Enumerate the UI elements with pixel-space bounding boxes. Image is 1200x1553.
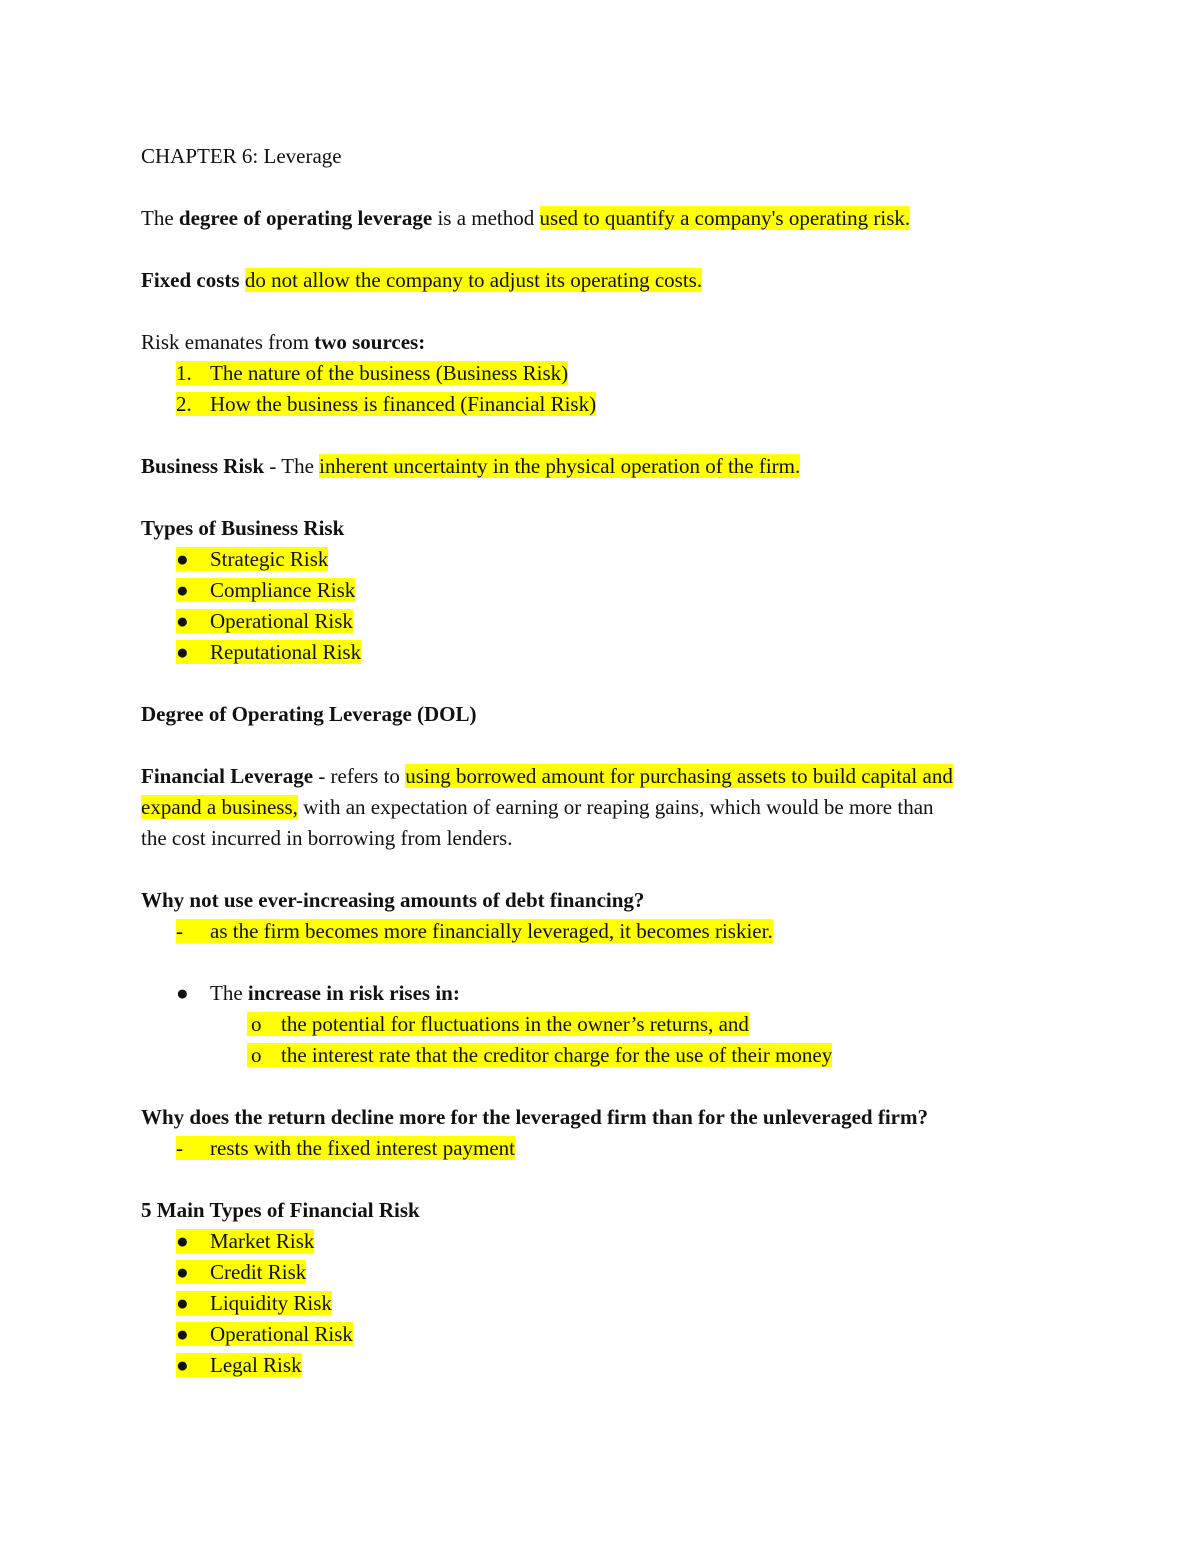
business-risk-paragraph: Business Risk - The inherent uncertainty in the physical operation of the firm. <box>141 454 801 478</box>
highlighted-text: inherent uncertainty in the physical operation of the firm. <box>319 454 801 478</box>
section-heading: Types of Business Risk <box>141 516 345 540</box>
sub-list-item: o the potential for fluctuations in the owner’s returns, and <box>247 1010 749 1038</box>
sub-list-item: o the interest rate that the creditor charge for the use of their money <box>247 1041 832 1069</box>
list-item: 2. How the business is financed (Financial Risk) <box>176 392 597 416</box>
list-item: ● Strategic Risk <box>176 547 329 571</box>
section-heading: Why does the return decline more for the leveraged firm than for the unleveraged firm? <box>141 1105 928 1129</box>
chapter-title: CHAPTER 6: Leverage <box>141 144 342 168</box>
highlighted-text: using borrowed amount for purchasing assets to build capital and <box>405 764 953 788</box>
list-item: 1. The nature of the business (Business Risk) <box>176 361 569 385</box>
highlighted-text: used to quantify a company's operating risk. <box>539 206 911 230</box>
list-item: ● Operational Risk <box>176 1322 353 1346</box>
list-item: ● Liquidity Risk <box>176 1291 332 1315</box>
list-item: ● The increase in risk rises in: <box>176 981 460 1005</box>
dol-term: degree of operating leverage <box>178 206 433 230</box>
list-item: - as the firm becomes more financially leveraged, it becomes riskier. <box>176 919 773 943</box>
list-item: - rests with the fixed interest payment <box>176 1136 516 1160</box>
financial-leverage-paragraph-line: expand a business, with an expectation of earning or reaping gains, which would be more than <box>141 795 934 819</box>
section-heading: Degree of Operating Leverage (DOL) <box>141 702 477 726</box>
list-item: ● Credit Risk <box>176 1260 307 1284</box>
section-heading: Why not use ever-increasing amounts of debt financing? <box>141 888 645 912</box>
list-item: ● Compliance Risk <box>176 578 356 602</box>
section-heading: 5 Main Types of Financial Risk <box>141 1198 420 1222</box>
list-item: ● Legal Risk <box>176 1353 302 1377</box>
list-item: ● Reputational Risk <box>176 640 362 664</box>
list-item: ● Operational Risk <box>176 609 353 633</box>
financial-leverage-paragraph-line: the cost incurred in borrowing from lenders. <box>141 826 513 850</box>
dol-intro-paragraph: The degree of operating leverage is a method used to quantify a company's operating risk. <box>141 206 911 230</box>
fixed-costs-paragraph: Fixed costs do not allow the company to adjust its operating costs. <box>141 268 703 292</box>
highlighted-text: do not allow the company to adjust its operating costs. <box>244 268 703 292</box>
list-item: ● Market Risk <box>176 1229 315 1253</box>
financial-leverage-paragraph: Financial Leverage - refers to using borrowed amount for purchasing assets to build capital and <box>141 764 953 788</box>
highlighted-text: expand a business, <box>141 795 298 819</box>
risk-sources-paragraph: Risk emanates from two sources: <box>141 330 426 354</box>
